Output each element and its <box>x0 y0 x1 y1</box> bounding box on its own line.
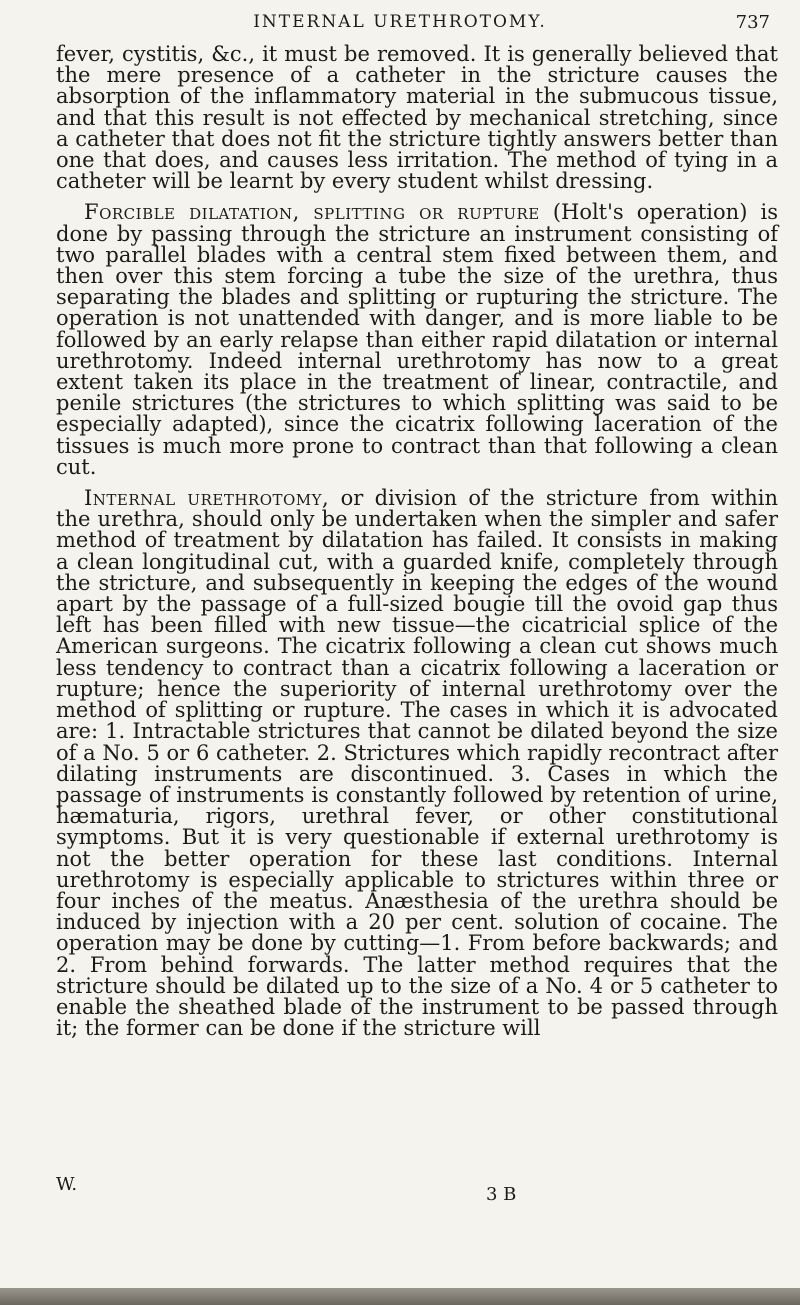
section-lead: Internal urethrotomy, <box>84 486 330 511</box>
folio-mark: 3 B <box>486 1184 517 1205</box>
paragraph-catheter <box>56 44 778 192</box>
running-head <box>0 12 800 36</box>
paragraph-text: (Holt's operation) is done by passing through the stricture an instrument consisting of two parallel blades with a central stem fixed between them, and then over this stem forcing a tube the size of the urethra, thus separating the blades and splitting or rupturing the stricture. The operation is not unattended with danger, and is more liable to be followed by an early relapse than either rapid dilatation or internal urethrotomy. Indeed internal urethrotomy has now to a great extent taken its place in the treatment of linear, contractile, and penile strictures (the strictures to which splitting was said to be especially adapted), since the cicatrix following laceration of the tissues is much more prone to contract than that following a clean cut. <box>56 200 778 479</box>
paragraph-text: or division of the stricture from within the urethra, should only be undertaken when the simpler and safer method of treatment by dilatation has failed. It consists in making a clean longitudinal cut, with a guarded knife, completely through the stricture, and subsequently in keeping the edges of the wound apart by the passage of a full-sized bougie till the ovoid gap thus left has been filled with new tissue—the cicatricial splice of the American surgeons. The cicatrix following a clean cut shows much less tendency to contract than a cicatrix following a laceration or rupture; hence the superiority of internal urethrotomy over the method of splitting or rupture. The cases in which it is advocated are: 1. Intractable strictures that cannot be dilated beyond the size of a No. 5 or 6 catheter. 2. Strictures which rapidly recontract after dilating instruments are discontinued. 3. Cases in which the passage of instruments is constantly followed by retention of urine, hæmaturia, rigors, urethral fever, or other constitutional symptoms. But it is very questionable if external urethrotomy is not the better operation for these last conditions. Internal urethrotomy is especially applicable to strictures within three or four inches of the meatus. Anæsthesia of the urethra should be induced by injection with a 20 per cent. solution of cocaine. The operation may be done by cutting—1. From before backwards; and 2. From behind forwards. The latter method requires that the stricture should be dilated up to the size of a No. 4 or 5 catheter to enable the sheathed blade of the instrument to be passed through it; the former can be done if the stricture will <box>56 486 778 1041</box>
paragraph-text: fever, cystitis, &c., it must be removed. It is generally believed that the mere presence of a catheter in the stricture causes the absorption of the inflammatory material in the submucous tissue, and that this result is not effected by mechanical stretching, since a catheter that does not fit the stricture tightly answers better than one that does, and causes less irritation. The method of tying in a catheter will be learnt by every student whilst dressing. <box>56 42 778 194</box>
running-title: INTERNAL URETHROTOMY. <box>253 12 547 32</box>
section-lead: Forcible dilatation, splitting or rupture <box>84 200 540 225</box>
page-number: 737 <box>735 12 770 33</box>
paragraph-forcible-dilatation <box>56 202 778 478</box>
page-footer <box>0 1174 800 1204</box>
page-edge-shadow <box>0 1288 800 1305</box>
signature-mark: W. <box>56 1174 78 1195</box>
body-text <box>56 44 778 1039</box>
paragraph-internal-urethrotomy <box>56 488 778 1039</box>
